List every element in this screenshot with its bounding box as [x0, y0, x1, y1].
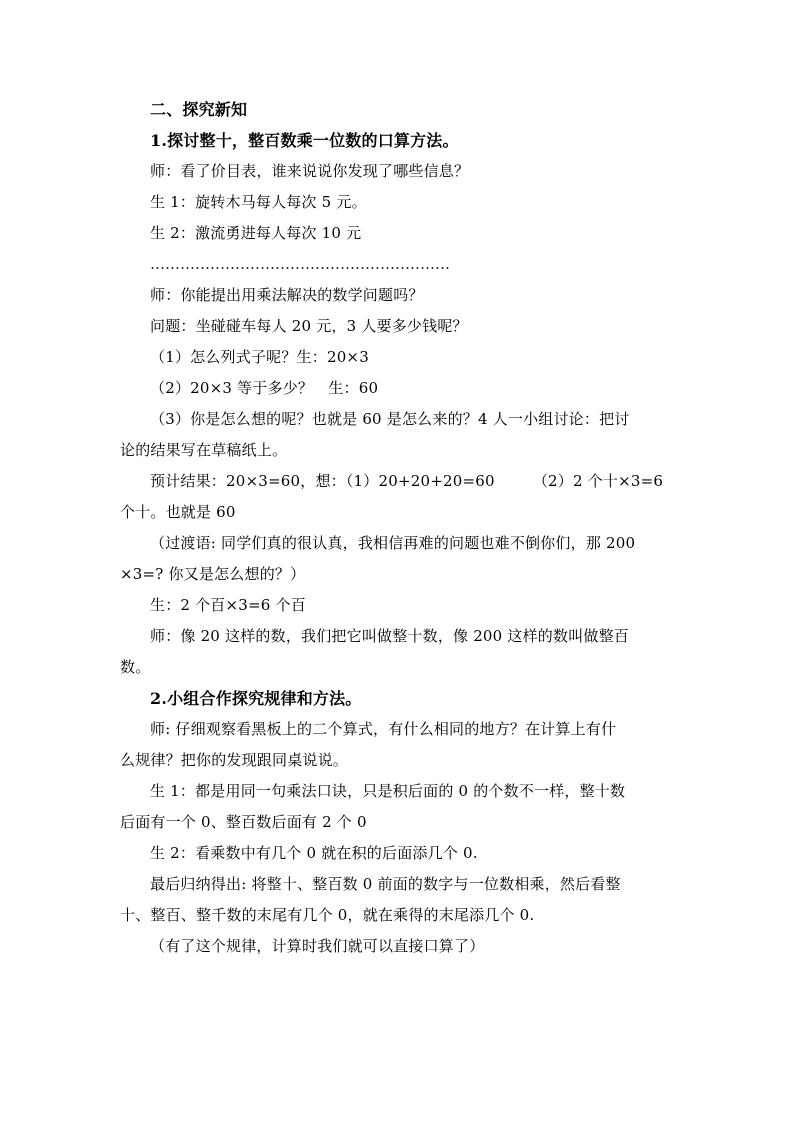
sub-heading-group-exploration: 2.小组合作探究规律和方法。 [150, 689, 362, 708]
paragraph-summary-line-1: 最后归纳得出: 将整十、整百数 0 前面的数字与一位数相乘，然后看整 [150, 875, 621, 893]
sub-heading-multiplication-method: 1.探讨整十，整百数乘一位数的口算方法。 [150, 131, 459, 150]
paragraph-teacher-definition-line-2: 数。 [120, 658, 151, 676]
paragraph-student-answer: 生：2 个百×3=6 个百 [150, 596, 306, 614]
paragraph-transition-line-2: ×3=? 你又是怎么想的？） [120, 565, 306, 583]
document-body [120, 94, 680, 962]
paragraph-step-2: （2）20×3 等于多少？ 生：60 [150, 379, 379, 397]
paragraph-teacher-observe-line-1: 师: 仔细观察看黑板上的二个算式，有什么相同的地方？在计算上有什 [150, 720, 617, 738]
paragraph-summary-line-2: 十、整百、整千数的末尾有几个 0，就在乘得的末尾添几个 0. [120, 906, 535, 924]
paragraph-student-2: 生 2：激流勇进每人每次 10 元 [150, 224, 362, 242]
paragraph-step-3-line-1: （3）你是怎么想的呢？也就是 60 是怎么来的？4 人一小组讨论：把讨 [150, 410, 630, 428]
paragraph-step-1: （1）怎么列式子呢？生：20×3 [150, 348, 369, 366]
paragraph-step-3-line-2: 论的结果写在草稿纸上。 [120, 441, 288, 459]
paragraph-teacher-question-1: 师：看了价目表，谁来说说你发现了哪些信息？ [150, 162, 470, 180]
paragraph-expected-result-line-1: 预计结果：20×3=60，想：（1）20+20+20=60 （2）2 个十×3=6 [150, 472, 664, 490]
paragraph-student-1-rule-line-2: 后面有一个 0、整百数后面有 2 个 0 [120, 813, 367, 831]
paragraph-student-1-rule-line-1: 生 1：都是用同一句乘法口诀，只是积后面的 0 的个数不一样，整十数 [150, 782, 626, 800]
paragraph-closing-note: （有了这个规律，计算时我们就可以直接口算了） [150, 937, 485, 955]
paragraph-teacher-question-2: 师：你能提出用乘法解决的数学问题吗？ [150, 286, 424, 304]
ellipsis-line: …………………………………………………… [150, 255, 450, 273]
paragraph-student-2-rule: 生 2：看乘数中有几个 0 就在积的后面添几个 0. [150, 844, 478, 862]
paragraph-expected-result-line-2: 个十。也就是 60 [120, 503, 236, 521]
paragraph-transition-line-1: （过渡语: 同学们真的很认真，我相信再难的问题也难不倒你们，那 200 [150, 534, 636, 552]
paragraph-teacher-definition-line-1: 师：像 20 这样的数，我们把它叫做整十数，像 200 这样的数叫做整百 [150, 627, 629, 645]
paragraph-student-1: 生 1：旋转木马每人每次 5 元。 [150, 193, 367, 211]
paragraph-problem: 问题：坐碰碰车每人 20 元，3 人要多少钱呢？ [150, 317, 468, 335]
paragraph-teacher-observe-line-2: 么规律？把你的发现跟同桌说说。 [120, 751, 349, 769]
section-heading: 二、探究新知 [150, 100, 248, 119]
